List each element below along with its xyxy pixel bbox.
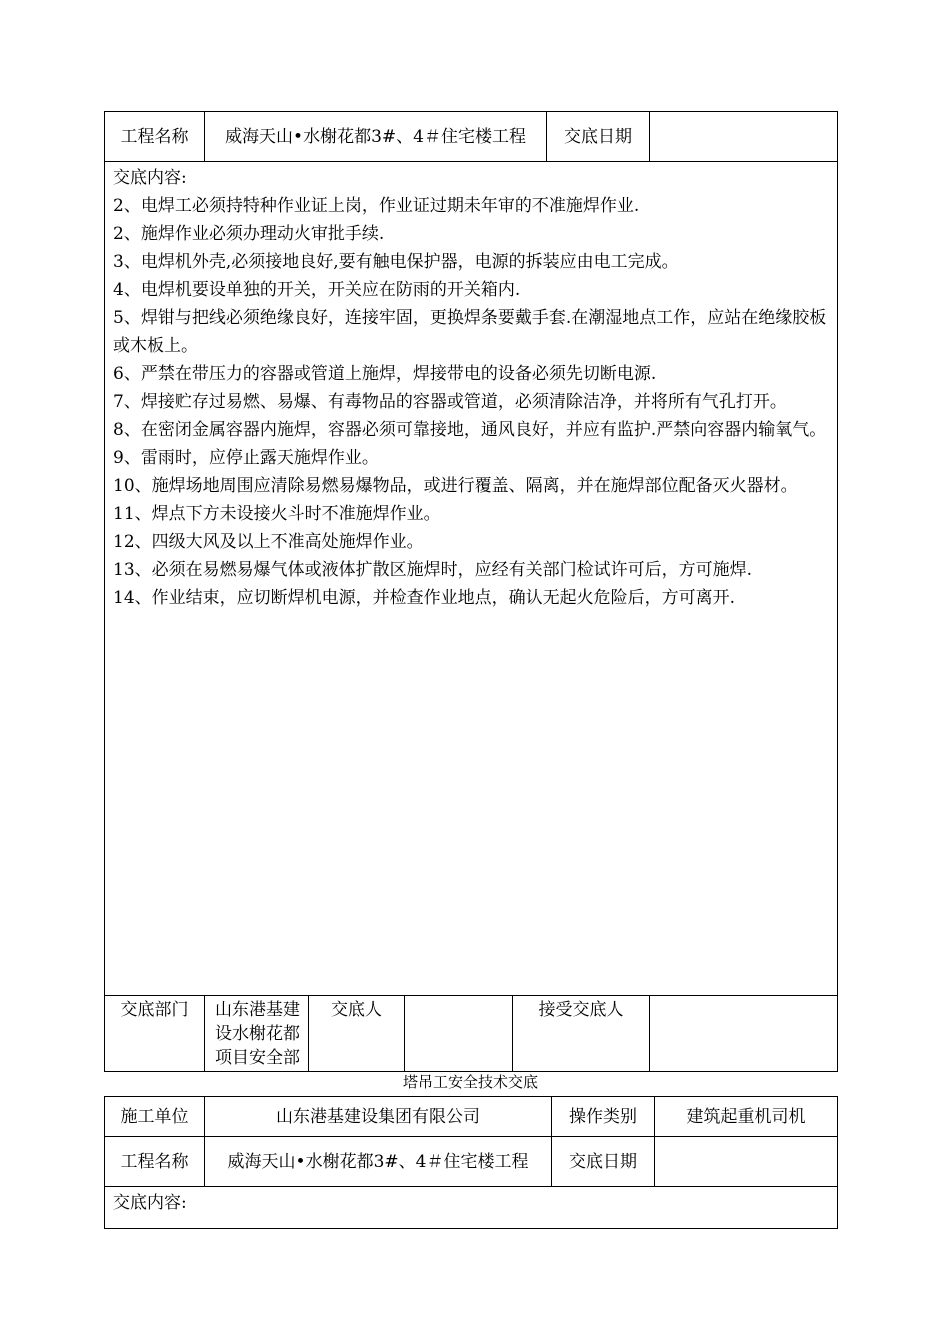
list-item: 12、四级大风及以上不准高处施焊作业。 <box>113 532 424 552</box>
list-item: 6、严禁在带压力的容器或管道上施焊，焊接带电的设备必须先切断电源. <box>113 364 657 384</box>
discloser-value <box>405 996 513 1072</box>
list-item: 14、作业结束，应切断焊机电源，并检查作业地点，确认无起火危险后，方可离开. <box>113 588 736 608</box>
list-item: 8、在密闭金属容器内施焊，容器必须可靠接地，通风良好，并应有监护.严禁向容器内输氧气。 <box>113 420 827 440</box>
project-name-value: 威海天山•水榭花都3#、4＃住宅楼工程 <box>205 1137 552 1187</box>
unit-value: 山东港基建设集团有限公司 <box>205 1097 552 1137</box>
disclosure-date-value <box>655 1137 838 1187</box>
list-item: 11、焊点下方未设接火斗时不准施焊作业。 <box>113 504 441 524</box>
operation-type-label: 操作类别 <box>552 1097 655 1137</box>
receiver-value <box>650 996 838 1072</box>
section-title: 塔吊工安全技术交底 <box>402 1073 538 1091</box>
list-item: 10、施焊场地周围应清除易燃易爆物品，或进行覆盖、隔离，并在施焊部位配备灭火器材。 <box>113 476 798 496</box>
project-name-value: 威海天山•水榭花都3#、4＃住宅楼工程 <box>205 112 547 162</box>
list-item: 9、雷雨时，应停止露天施焊作业。 <box>113 448 379 468</box>
disclosure-table-2 <box>104 1096 838 1229</box>
list-item: 2、施焊作业必须办理动火审批手续. <box>113 224 385 244</box>
list-item: 13、必须在易燃易爆气体或液体扩散区施焊时，应经有关部门检试许可后，方可施焊. <box>113 560 753 580</box>
unit-label: 施工单位 <box>105 1097 205 1137</box>
content-label: 交底内容: <box>113 168 187 188</box>
discloser-label: 交底人 <box>309 996 405 1072</box>
project-name-label: 工程名称 <box>105 112 205 162</box>
disclosure-content <box>105 1187 838 1229</box>
disclosure-date-value <box>650 112 838 162</box>
operation-type-value: 建筑起重机司机 <box>655 1097 838 1137</box>
disclosure-date-label: 交底日期 <box>547 112 650 162</box>
dept-label: 交底部门 <box>105 996 205 1072</box>
content-label: 交底内容: <box>113 1193 187 1213</box>
list-item: 2、电焊工必须持特种作业证上岗，作业证过期未年审的不准施焊作业. <box>113 196 640 216</box>
receiver-label: 接受交底人 <box>513 996 650 1072</box>
list-item: 3、电焊机外壳,必须接地良好,要有触电保护器，电源的拆装应由电工完成。 <box>113 252 679 272</box>
dept-value: 山东港基建设水榭花都项目安全部 <box>205 996 309 1072</box>
disclosure-date-label: 交底日期 <box>552 1137 655 1187</box>
disclosure-table-1 <box>104 111 838 1072</box>
project-name-label: 工程名称 <box>105 1137 205 1187</box>
list-item: 4、电焊机要设单独的开关，开关应在防雨的开关箱内. <box>113 280 521 300</box>
list-item: 5、焊钳与把线必须绝缘良好，连接牢固，更换焊条要戴手套.在潮湿地点工作，应站在绝缘胶板或木板上。 <box>113 308 827 356</box>
disclosure-content <box>105 162 838 996</box>
list-item: 7、焊接贮存过易燃、易爆、有毒物品的容器或管道，必须清除洁净，并将所有气孔打开。 <box>113 392 787 412</box>
